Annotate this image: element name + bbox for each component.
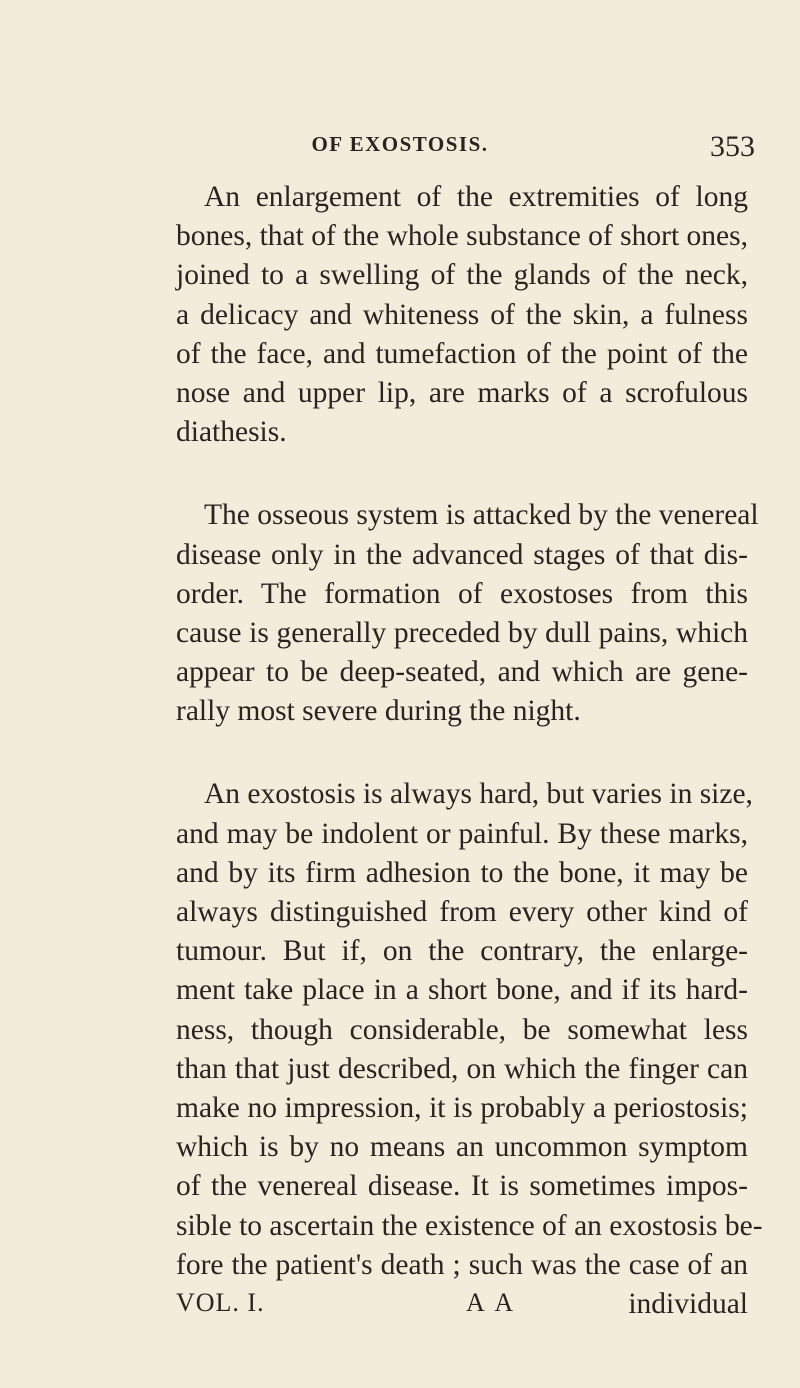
text-line: ment take place in a short bone, and if its hard- xyxy=(176,974,748,1007)
text-line: An enlargement of the extremities of long xyxy=(204,181,748,213)
text-line: a delicacy and whiteness of the skin, a fulness xyxy=(176,298,748,331)
paragraph xyxy=(176,178,748,452)
paragraph xyxy=(176,775,763,1284)
text-line: fore the patient's death ; such was the case of an xyxy=(176,1248,748,1281)
text-line: which is by no means an uncommon symptom xyxy=(176,1131,748,1164)
signature-mark: A A xyxy=(466,1288,517,1317)
text-line: make no impression, it is probably a periostosis; xyxy=(176,1091,748,1124)
text-line: joined to a swelling of the glands of the neck, xyxy=(176,259,748,292)
text-line: diathesis. xyxy=(176,416,287,449)
text-line: than that just described, on which the finger can xyxy=(176,1052,748,1085)
paragraph xyxy=(176,496,759,731)
text-line: appear to be deep-seated, and which are gene- xyxy=(176,656,748,689)
text-line: and may be indolent or painful. By these marks, xyxy=(176,817,748,850)
text-line: rally most severe during the night. xyxy=(176,695,581,728)
body-text xyxy=(176,178,763,1285)
text-line: order. The formation of exostoses from this xyxy=(176,577,748,610)
text-line: The osseous system is attacked by the venereal xyxy=(204,499,759,532)
page-number: 353 xyxy=(710,130,755,163)
text-line: An exostosis is always hard, but varies in size, xyxy=(204,778,753,811)
catchword: individual xyxy=(628,1288,748,1320)
volume-mark: VOL. I. xyxy=(176,1288,265,1317)
text-line: of the venereal disease. It is sometimes impos- xyxy=(176,1170,748,1203)
text-line: ness, though considerable, be somewhat less xyxy=(176,1013,748,1046)
running-head: OF EXOSTOSIS. xyxy=(311,132,489,156)
text-line: sible to ascertain the existence of an exostosis be- xyxy=(176,1209,763,1242)
text-line: always distinguished from every other kind of xyxy=(176,896,748,928)
text-line: of the face, and tumefaction of the point of the xyxy=(176,337,748,370)
text-line: disease only in the advanced stages of that dis- xyxy=(176,538,748,571)
text-line: tumour. But if, on the contrary, the enlarge- xyxy=(176,935,748,968)
text-line: cause is generally preceded by dull pains, which xyxy=(176,616,748,649)
text-line: nose and upper lip, are marks of a scrofulous xyxy=(176,376,748,409)
text-line: and by its firm adhesion to the bone, it may be xyxy=(176,856,748,889)
text-line: bones, that of the whole substance of short ones, xyxy=(176,220,748,253)
